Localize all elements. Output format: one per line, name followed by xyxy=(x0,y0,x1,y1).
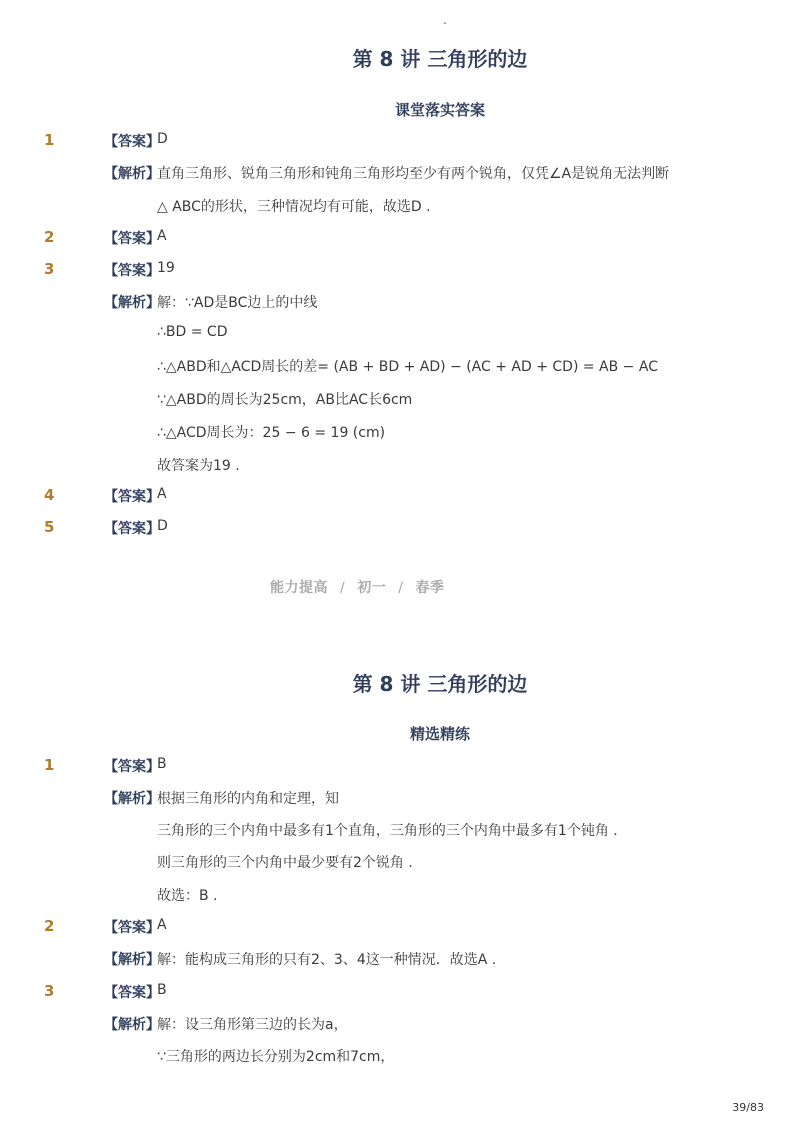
s1-q5-number: 5 xyxy=(44,518,55,536)
s1-q3-answer: 19 xyxy=(157,260,175,276)
s1-q5-answer: D xyxy=(157,518,168,534)
s2-q3-analysis-line: 解：设三角形第三边的长为a， xyxy=(157,1017,348,1033)
s1-q3-number: 3 xyxy=(44,260,55,278)
s1-q3-analysis-line: ∴△ACD周长为：25 − 6 = 19 (cm) xyxy=(157,425,386,441)
footer-part3: 春季 xyxy=(415,580,445,596)
s2-q1-analysis-line: 则三角形的三个内角中最少要有2个锐角 . xyxy=(157,855,413,871)
s2-q3-analysis-tag: 【解析】 xyxy=(104,1017,160,1033)
s1-q3-analysis-line: 故答案为19 . xyxy=(157,458,240,474)
s1-q1-answer-tag: 【答案】 xyxy=(104,134,160,150)
s1-q1-analysis-line: 直角三角形、锐角三角形和钝角三角形均至少有两个锐角，仅凭∠A是锐角无法判断 xyxy=(157,166,670,182)
footer-part1: 能力提高 xyxy=(270,580,328,596)
s2-q2-number: 2 xyxy=(44,917,55,935)
page-number: 39/83 xyxy=(732,1101,764,1114)
s1-q4-answer: A xyxy=(157,486,167,502)
section2-title: 第 8 讲 三角形的边 xyxy=(352,672,528,696)
s1-q1-analysis-line: △ ABC的形状，三种情况均有可能，故选D . xyxy=(157,199,431,215)
s2-q2-answer: A xyxy=(157,917,167,933)
s1-q3-analysis-line: ∴BD = CD xyxy=(157,324,228,340)
s1-q3-analysis-line: ∴△ABD和△ACD周长的差= (AB + BD + AD) − (AC + AD + CD) = AB − AC xyxy=(157,359,658,375)
s1-q1-answer: D xyxy=(157,131,168,147)
s2-q2-answer-tag: 【答案】 xyxy=(104,920,160,936)
s1-q1-number: 1 xyxy=(44,131,55,149)
s1-q4-answer-tag: 【答案】 xyxy=(104,489,160,505)
section1-title: 第 8 讲 三角形的边 xyxy=(352,47,528,71)
s1-q3-answer-tag: 【答案】 xyxy=(104,263,160,279)
s1-q4-number: 4 xyxy=(44,486,55,504)
s2-q1-answer: B xyxy=(157,756,167,772)
s2-q1-analysis-line: 三角形的三个内角中最多有1个直角，三角形的三个内角中最多有1个钝角 . xyxy=(157,823,618,839)
section1-subtitle: 课堂落实答案 xyxy=(394,101,485,119)
footer-separator: / xyxy=(340,580,346,596)
s2-q1-analysis-line: 故选：B . xyxy=(157,888,218,904)
s2-q2-analysis-tag: 【解析】 xyxy=(104,952,160,968)
s2-q1-answer-tag: 【答案】 xyxy=(104,759,160,775)
section2-subtitle: 精选精练 xyxy=(409,725,470,743)
footer-part2: 初一 xyxy=(357,580,387,596)
s1-q2-answer-tag: 【答案】 xyxy=(104,231,160,247)
s2-q1-analysis-line: 根据三角形的内角和定理，知 xyxy=(157,791,339,807)
s2-q3-answer-tag: 【答案】 xyxy=(104,985,160,1001)
page-footer xyxy=(270,577,444,597)
s2-q3-number: 3 xyxy=(44,982,55,1000)
s1-q2-number: 2 xyxy=(44,228,55,246)
s2-q1-number: 1 xyxy=(44,756,55,774)
s1-q1-analysis-tag: 【解析】 xyxy=(104,166,160,182)
s1-q5-answer-tag: 【答案】 xyxy=(104,521,160,537)
s1-q3-analysis-tag: 【解析】 xyxy=(104,295,160,311)
s2-q3-analysis-line: ∵三角形的两边长分别为2cm和7cm， xyxy=(157,1049,395,1065)
s2-q1-analysis-tag: 【解析】 xyxy=(104,791,160,807)
s1-q3-analysis-line: 解：∵AD是BC边上的中线 xyxy=(157,295,318,311)
top-mark: - xyxy=(443,18,447,29)
s1-q3-analysis-line: ∵△ABD的周长为25cm，AB比AC长6cm xyxy=(157,392,413,408)
footer-separator: / xyxy=(398,580,404,596)
s2-q2-analysis-line: 解：能构成三角形的只有2、3、4这一种情况．故选A . xyxy=(157,952,497,968)
s2-q3-answer: B xyxy=(157,982,167,998)
s1-q2-answer: A xyxy=(157,228,167,244)
